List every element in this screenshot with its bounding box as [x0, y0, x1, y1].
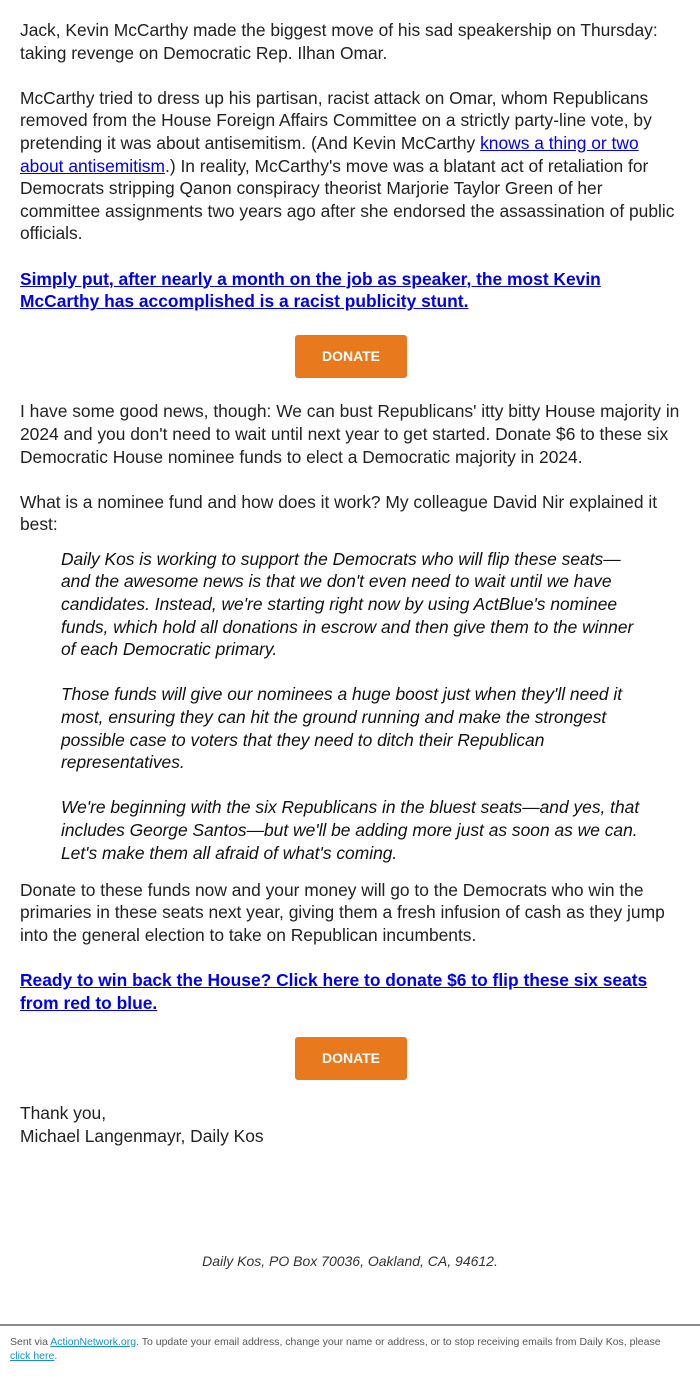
- quote-paragraph: We're beginning with the six Republicans in the bluest seats—and yes, that includes George Santos—but we'll be adding more just as soon as we can. Let's make them all afraid of what's coming.: [61, 797, 640, 863]
- intro-paragraph: Jack, Kevin McCarthy made the biggest move of his sad speakership on Thursday: taking revenge on Democratic Rep. Ilhan Omar.: [20, 20, 658, 63]
- quote-paragraph: Daily Kos is working to support the Democrats who will flip these seats—and the awesome news is that we don't even need to wait until we have candidates. Instead, we're starting right now by using ActBlue's nominee funds, which hold all donations in escrow and then give them to the winner of each Democratic primary.: [61, 548, 634, 660]
- signature: Michael Langenmayr, Daily Kos: [20, 1125, 264, 1146]
- quote-paragraph: Those funds will give our nominees a huge boost just when they'll need it most, ensuring they can hit the ground running and make the strongest possible case to voters that they need to ditch their Republican representatives.: [61, 684, 623, 773]
- text: .) In reality, McCarthy's move was a blatant act of retaliation for Democrats stripping Qanon conspiracy theorist Marjorie Taylor Green of her committee assignments two years ago after she endorsed the assassination of public officials.: [20, 155, 675, 244]
- antisemitism-link[interactable]: knows a thing or two about antisemitism: [20, 132, 639, 176]
- mailing-address: Daily Kos, PO Box 70036, Oakland, CA, 94612.: [202, 1253, 498, 1269]
- text: McCarthy tried to dress up his partisan, racist attack on Omar, whom Republicans removed from the House Foreign Affairs Committee on a strictly party-line vote, by pretending it was about antisemitism. (And Kevin McCarthy: [20, 87, 652, 153]
- thank-you: Thank you,: [20, 1102, 107, 1123]
- cta-link-2[interactable]: Ready to win back the House? Click here to donate $6 to flip these six seats from red to blue.: [20, 970, 648, 1013]
- donate-wrap-1: [20, 335, 682, 378]
- cta-link-1[interactable]: Simply put, after nearly a month on the job as speaker, the most Kevin McCarthy has accomplished is a racist publicity stunt.: [20, 268, 601, 312]
- cta-paragraph-2: [20, 969, 682, 1014]
- signoff: [20, 1102, 682, 1147]
- donate-button-2[interactable]: DONATE: [295, 1037, 407, 1080]
- footer: [10, 1336, 680, 1363]
- unsubscribe-link[interactable]: click here: [10, 1349, 55, 1362]
- paragraph-nominee-fund: What is a nominee fund and how does it work? My colleague David Nir explained it best:: [20, 491, 658, 535]
- actionnetwork-link[interactable]: ActionNetwork.org: [50, 1336, 137, 1348]
- donate-button-1[interactable]: DONATE: [295, 335, 407, 378]
- donate-wrap-2: [20, 1037, 682, 1080]
- text: . To update your email address, change your name or address, or to stop receiving emails from Daily Kos, please: [136, 1336, 661, 1348]
- text: .: [54, 1349, 58, 1362]
- quote-block: [61, 548, 646, 864]
- paragraph-retaliation: [20, 87, 682, 245]
- footer-divider: [0, 1324, 700, 1326]
- text: Sent via: [10, 1336, 51, 1348]
- email-body: [20, 19, 682, 1170]
- paragraph-good-news: I have some good news, though: We can bust Republicans' itty bitty House majority in 2024 and you don't need to wait until next year to get started. Donate $6 to these six Democratic House nominee funds to elect a Democratic majority in 2024.: [20, 401, 680, 467]
- paragraph-donate-funds: Donate to these funds now and your money will go to the Democrats who win the primaries in these seats next year, giving them a fresh infusion of cash as they jump into the general election to take on Republican incumbents.: [20, 879, 665, 945]
- cta-paragraph-1: [20, 268, 682, 313]
